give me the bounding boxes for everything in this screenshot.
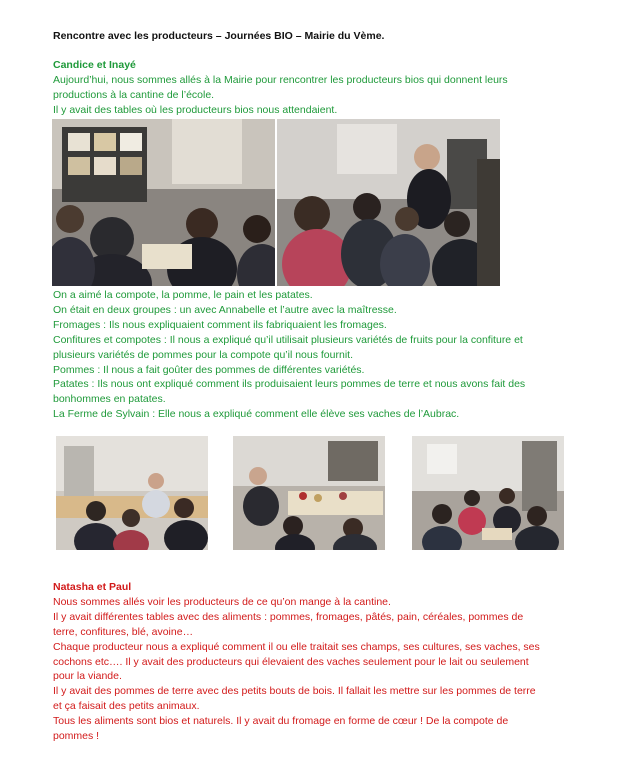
text-line: cochons etc…. Il y avait des producteurs qui élevaient des vaches seulement pour le lait ou seulement	[53, 655, 529, 668]
text-line: Il y avait différentes tables avec des aliments : pommes, fromages, pâtés, pain, céréales, pommes de	[53, 610, 524, 623]
text-line: pour la viande.	[53, 670, 122, 683]
text-line: pommes !	[53, 730, 100, 743]
text-line: productions à la cantine de l’école.	[53, 88, 215, 101]
section-candice-inaye-body	[53, 288, 583, 422]
text-line: bonhommes en patates.	[53, 393, 166, 406]
section-candice-inaye-intro	[53, 58, 583, 118]
text-line: Confitures et compotes : Il nous a expliqué qu’il utilisait plusieurs variétés de fruits pour la confiture et	[53, 333, 523, 346]
photo-students-at-tables	[412, 436, 564, 550]
text-line: Il y avait des tables où les producteurs bios nous attendaient.	[53, 103, 338, 116]
section-author: Candice et Inayé	[53, 59, 136, 71]
photo-producer-with-students	[277, 119, 500, 286]
text-line: Il y avait des pommes de terre avec des petits bouts de bois. Il fallait les mettre sur les pommes de terre	[53, 685, 536, 698]
text-line: Nous sommes allés voir les producteurs de ce qu’on mange à la cantine.	[53, 595, 391, 608]
text-line: On était en deux groupes : un avec Annabelle et l’autre avec la maîtresse.	[53, 303, 397, 316]
photo-table-producers	[56, 436, 208, 550]
text-line: On a aimé la compote, la pomme, le pain et les patates.	[53, 289, 313, 301]
photo-students-at-stand-left	[52, 119, 275, 286]
text-line: La Ferme de Sylvain : Elle nous a expliqué comment elle élève ses vaches de l’Aubrac.	[53, 408, 460, 421]
document-title: Rencontre avec les producteurs – Journées BIO – Mairie du Vème.	[53, 30, 385, 42]
text-line: et ça faisait des petits animaux.	[53, 700, 200, 713]
photo-producer-seated	[233, 436, 385, 550]
text-line: Pommes : Il nous a fait goûter des pommes de différentes variétés.	[53, 363, 365, 376]
section-natasha-paul	[53, 580, 583, 744]
text-line: Patates : Ils nous ont expliqué comment ils produisaient leurs pommes de terre et nous avons fait des	[53, 378, 526, 391]
text-line: Fromages : Ils nous expliquaient comment ils fabriquaient les fromages.	[53, 318, 387, 331]
text-line: plusieurs variétés de pommes pour la compote qu’il nous fournit.	[53, 348, 353, 361]
text-line: terre, confitures, blé, avoine…	[53, 625, 194, 638]
text-line: Tous les aliments sont bios et naturels. Il y avait du fromage en forme de cœur ! De la compote de	[53, 715, 509, 728]
text-line: Chaque producteur nous a expliqué comment il ou elle traitait ses champs, ses cultures, ses vaches, ses	[53, 640, 540, 653]
section-author: Natasha et Paul	[53, 581, 132, 593]
text-line: Aujourd’hui, nous sommes allés à la Mairie pour rencontrer les producteurs bios qui donnent leurs	[53, 73, 508, 86]
